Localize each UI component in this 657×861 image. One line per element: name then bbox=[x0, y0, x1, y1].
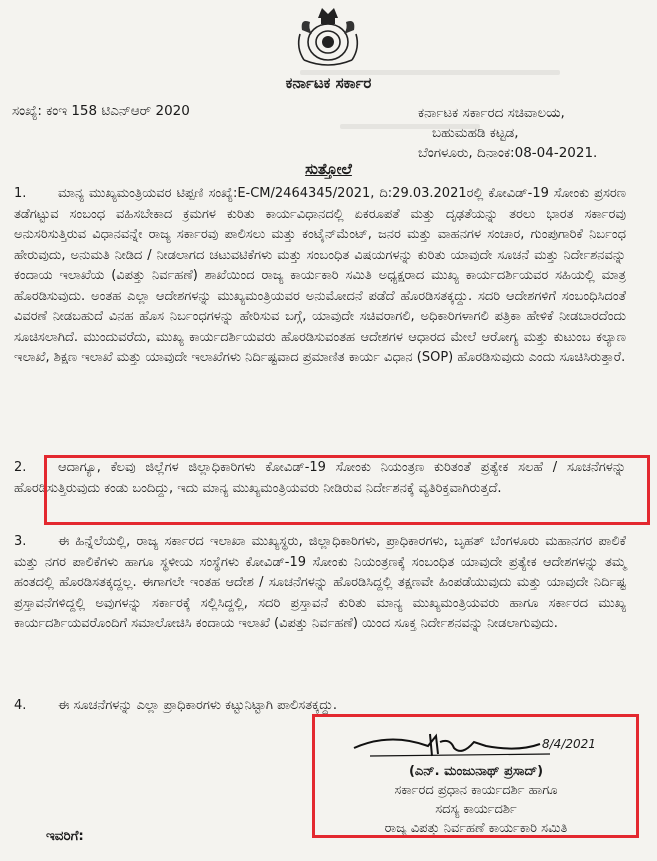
paragraph-2-highlight-box bbox=[44, 455, 650, 525]
paragraph-number: 4. bbox=[14, 698, 27, 713]
paragraph-text: ಆದಾಗ್ಯೂ, ಕೆಲವು ಜಿಲ್ಲೆಗಳ ಜಿಲ್ಲಾಧಿಕಾರಿಗಳು ಕೋವಿಡ್-19 ಸೋಂಕು ನಿಯಂತ್ರಣ ಕುರಿತಂತೆ ಪ್ರತ್ಯೇಕ ಸಲಹೆ / ಸೂಚನೆಗಳನ್ನು ಹೊರಡಿಸುತ್ತಿರುವುದು ಕಂಡು ಬಂದಿದ್ದು, ಇದು ಮಾನ್ಯ ಮುಖ್ಯಮಂತ್ರಿಯವರು ನೀಡಿರುವ ನಿರ್ದೇಶನಕ್ಕೆ ವ್ಯತಿರಿಕ್ತವಾಗಿರುತ್ತದೆ. bbox=[14, 460, 626, 496]
state-emblem-icon bbox=[294, 4, 362, 70]
signatory-name: (ಎನ್. ಮಂಜುನಾಥ್ ಪ್ರಸಾದ್) bbox=[408, 764, 544, 779]
paragraph-3 bbox=[14, 532, 626, 635]
signatory-title: ಸರ್ಕಾರದ ಪ್ರಧಾನ ಕಾರ್ಯದರ್ಶಿ ಹಾಗೂ bbox=[394, 783, 558, 798]
address-block bbox=[418, 103, 597, 163]
government-title: ಕರ್ನಾಟಕ ಸರ್ಕಾರ bbox=[285, 74, 372, 92]
paragraph-text: ಈ ಹಿನ್ನೆಲೆಯಲ್ಲಿ, ರಾಜ್ಯ ಸರ್ಕಾರದ ಇಲಾಖಾ ಮುಖ್ಯಸ್ಥರು, ಜಿಲ್ಲಾಧಿಕಾರಿಗಳು, ಪ್ರಾಧಿಕಾರಗಳು, ಬೃಹತ್ ಬೆಂಗಳೂರು ಮಹಾನಗರ ಪಾಲಿಕೆ ಮತ್ತು ನಗರ ಪಾಲಿಕೆಗಳು ಹಾಗೂ ಸ್ಥಳೀಯ ಸಂಸ್ಥೆಗಳು ಕೋವಿಡ್-19 ಸೋಂಕು ನಿಯಂತ್ರಣಕ್ಕೆ ಸಂಬಂಧಿತ ಯಾವುದೇ ಪ್ರತ್ಯೇಕ ಆದೇಶಗಳನ್ನು ತಮ್ಮ ಹಂತದಲ್ಲಿ ಹೊರಡಿಸತಕ್ಕದ್ದಲ್ಲ. ಈಗಾಗಲೇ ಇಂತಹ ಆದೇಶ / ಸೂಚನೆಗಳನ್ನು ಹೊರಡಿಸಿದ್ದಲ್ಲಿ ತಕ್ಷಣವೇ ಹಿಂಪಡೆಯುವುದು ಮತ್ತು ಯಾವುದೇ ನಿರ್ದಿಷ್ಟ ಪ್ರಸ್ತಾವನೆಗಳಿದ್ದಲ್ಲಿ ಅವುಗಳನ್ನು ಸರ್ಕಾರಕ್ಕೆ ಸಲ್ಲಿಸಿದ್ದಲ್ಲಿ, ಸದರಿ ಪ್ರಸ್ತಾವನೆ ಕುರಿತು ಮಾನ್ಯ ಮುಖ್ಯಮಂತ್ರಿಯವರು ಹಾಗೂ ಸರ್ಕಾರದ ಮುಖ್ಯ ಕಾರ್ಯದರ್ಶಿಯವರೊಂದಿಗೆ ಸಮಾಲೋಚಿಸಿ ಕಂದಾಯ ಇಲಾಖೆ (ವಿಪತ್ತು ನಿರ್ವಹಣೆ) ಯಿಂದ ಸೂಕ್ತ ನಿರ್ದೇಶನವನ್ನು ನೀಡಲಾಗುವುದು. bbox=[14, 534, 626, 631]
faint-bleed-through-line bbox=[300, 70, 560, 75]
address-line: ಕರ್ನಾಟಕ ಸರ್ಕಾರದ ಸಚಿವಾಲಯ, bbox=[418, 105, 565, 121]
paragraph-text: ಈ ಸೂಚನೆಗಳನ್ನು ಎಲ್ಲಾ ಪ್ರಾಧಿಕಾರಗಳು ಕಟ್ಟುನಿಟ್ಟಾಗಿ ಪಾಲಿಸತಕ್ಕದ್ದು. bbox=[58, 698, 338, 713]
signature-highlight-box bbox=[312, 714, 639, 838]
reference-number: ಸಂಖ್ಯೆ: ಕಂಇ 158 ಟಿಎನ್‌ಆರ್ 2020 bbox=[12, 103, 190, 119]
cc-label: ಇವರಿಗೆ: bbox=[46, 828, 84, 844]
signature-date: 8/4/2021 bbox=[542, 737, 596, 751]
paragraph-number: 3. bbox=[14, 534, 27, 549]
paragraph-number: 2. bbox=[14, 460, 27, 475]
address-line: ಬಹುಮಹಡಿ ಕಟ್ಟಡ, bbox=[432, 125, 519, 141]
signatory-title: ರಾಜ್ಯ ವಿಪತ್ತು ನಿರ್ವಹಣೆ ಕಾರ್ಯಕಾರಿ ಸಮಿತಿ bbox=[384, 821, 568, 836]
address-line: ಬೆಂಗಳೂರು, ದಿನಾಂಕ:08-04-2021. bbox=[418, 145, 598, 161]
paragraph-1 bbox=[14, 184, 626, 369]
signatory-title: ಸದಸ್ಯ ಕಾರ್ಯದರ್ಶಿ bbox=[435, 802, 517, 817]
paragraph-number: 1. bbox=[14, 186, 27, 201]
circular-heading: ಸುತ್ತೋಲೆ bbox=[305, 160, 352, 178]
paragraph-text: ಮಾನ್ಯ ಮುಖ್ಯಮಂತ್ರಿಯವರ ಟಿಪ್ಪಣಿ ಸಂಖ್ಯೆ:E-CM/2464345/2021, ದಿ:29.03.2021ರಲ್ಲಿ ಕೋವಿಡ್-19 ಸೋಂಕು ಪ್ರಸರಣ ತಡೆಗಟ್ಟುವ ಸಂಬಂಧ ವಹಿಸಬೇಕಾದ ಕ್ರಮಗಳ ಕುರಿತು ಕಾರ್ಯವಿಧಾನದಲ್ಲಿ ಏಕರೂಪತೆ ಮತ್ತು ದೃಢತೆಯನ್ನು ತರಲು ಭಾರತ ಸರ್ಕಾರವು ಅನುಸರಿಸುತ್ತಿರುವ ವಿಧಾನವನ್ನೇ ರಾಜ್ಯ ಸರ್ಕಾರವು ಪಾಲಿಸಲು ಮತ್ತು ಕಂಟೈನ್‌ಮೆಂಟ್, ಜನರ ಮತ್ತು ವಾಹನಗಳ ಸಂಚಾರ, ಗುಂಪುಗಾರಿಕೆ ನಿರ್ಬಂಧ ಹೇರುವುದು, ಅನುಮತಿ ನೀಡಿದ / ನೀಡಲಾಗದ ಚಟುವಟಿಕೆಗಳು ಮತ್ತು ಸಂಬಂಧಿತ ವಿಷಯಗಳನ್ನು ಕುರಿತು ಯಾವುದೇ ಸೂಚನೆ ಮತ್ತು ನಿರ್ದೇಶನವನ್ನು ಕಂದಾಯ ಇಲಾಖೆಯ (ವಿಪತ್ತು ನಿರ್ವಹಣೆ) ಶಾಖೆಯಿಂದ ರಾಜ್ಯ ಕಾರ್ಯಕಾರಿ ಸಮಿತಿ ಅಧ್ಯಕ್ಷರಾದ ಮುಖ್ಯ ಕಾರ್ಯದರ್ಶಿಯವರ ಸಹಿಯಲ್ಲಿ ಮಾತ್ರ ಹೊರಡಿಸುವುದು. ಅಂತಹ ಎಲ್ಲಾ ಆದೇಶಗಳನ್ನು ಮುಖ್ಯಮಂತ್ರಿಯವರ ಅನುಮೋದನೆ ಪಡೆದೆ ಹೊರಡಿಸತಕ್ಕದ್ದು. ಸದರಿ ಆದೇಶಗಳಿಗೆ ಸಂಬಂಧಿಸಿದಂತೆ ವಿವರಣೆ ನೀಡಬಹುದೆ ವಿನಹ ಹೊಸ ನಿರ್ಬಂಧಗಳನ್ನು ಹೇರಿಸುವ ಬಗ್ಗೆ, ಯಾವುದೇ ಸಚಿವರಾಗಲಿ, ಅಧಿಕಾರಿಗಳಾಗಲಿ ಪತ್ರಿಕಾ ಹೇಳಿಕೆ ನೀಡಬಾರದೆಂದು ಸೂಚಿಸಲಾಗಿದೆ. ಮುಂದುವರೆದು, ಮುಖ್ಯ ಕಾರ್ಯದರ್ಶಿಯವರು ಹೊರಡಿಸುವಂತಹ ಆದೇಶಗಳ ಆಧಾರದ ಮೇಲೆ ಆರೋಗ್ಯ ಮತ್ತು ಕುಟುಂಬ ಕಲ್ಯಾಣ ಇಲಾಖೆ, ಶಿಕ್ಷಣ ಇಲಾಖೆ ಮತ್ತು ಯಾವುದೇ ಇಲಾಖೆಗಳು ನಿರ್ದಿಷ್ಟವಾದ ಪ್ರಮಾಣಿತ ಕಾರ್ಯ ವಿಧಾನ (SOP) ಹೊರಡಿಸುವುದು ಎಂದು ಸೂಚಿಸಿರುತ್ತಾರೆ. bbox=[14, 186, 626, 365]
